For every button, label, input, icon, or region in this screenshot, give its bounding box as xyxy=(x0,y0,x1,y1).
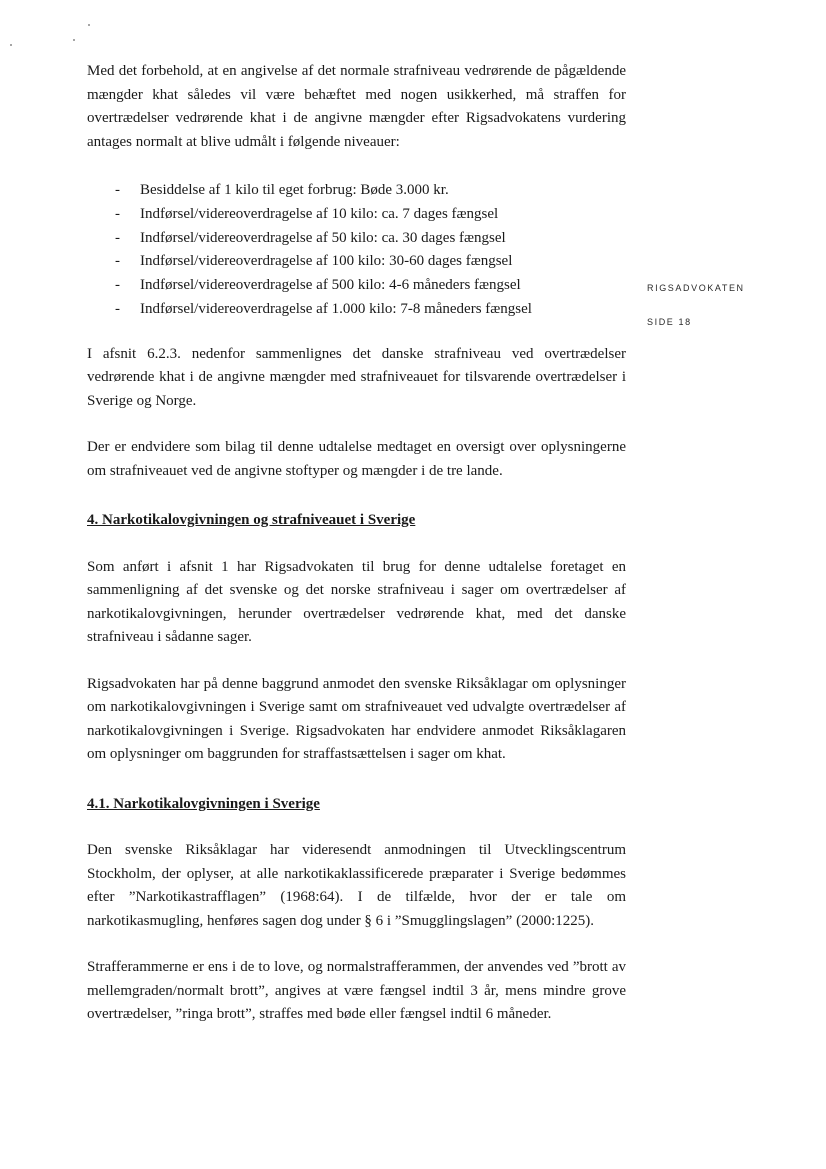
penalty-level-list xyxy=(87,179,626,322)
list-dash: - xyxy=(115,277,120,294)
section41-paragraph-1: Den svenske Riksåklagar har videresendt anmodningen til Utvecklingscentrum Stockholm, der oplyser, at alle narkotikaklassificerede præparater i Sverige bedømmes efter ”Narkotikastrafflagen” (1968:64). I de tilfælde, hvor der er tale om narkotikasmugling, henføres sagen dog under § 6 i ”Smugglingslagen” (2000:1225). xyxy=(87,842,626,929)
list-item xyxy=(87,227,626,251)
list-dash: - xyxy=(115,253,120,270)
scan-speck xyxy=(10,44,12,46)
list-item xyxy=(87,203,626,227)
list-item-text: Indførsel/videreoverdragelse af 100 kilo: 30-60 dages fængsel xyxy=(140,253,513,270)
page-sidebar xyxy=(647,282,745,328)
comparison-paragraph: I afsnit 6.2.3. nedenfor sammenlignes det danske strafniveau ved overtrædelser vedrørende khat i de angivne mængder med strafniveauet for tilsvarende overtrædelser i Sverige og Norge. xyxy=(87,345,626,409)
list-item xyxy=(87,298,626,322)
scan-speck xyxy=(73,39,75,41)
section4-paragraph-1: Som anført i afsnit 1 har Rigsadvokaten til brug for denne udtalelse foretaget en sammenligning af det svenske og det norske strafniveau i sager om overtrædelser af narkotikalovgivningen, herunder overtrædelser vedrørende khat, med det danske strafniveau i sådanne sager. xyxy=(87,558,626,646)
list-item-text: Indførsel/videreoverdragelse af 50 kilo: ca. 30 dages fængsel xyxy=(140,229,506,246)
appendix-paragraph: Der er endvidere som bilag til denne udtalelse medtaget en oversigt over oplysningerne om strafniveauet ved de angivne stoftyper og mængder i de tre lande. xyxy=(87,439,626,479)
list-item-text: Indførsel/videreoverdragelse af 500 kilo: 4-6 måneders fængsel xyxy=(140,277,521,294)
list-item-text: Besiddelse af 1 kilo til eget forbrug: Bøde 3.000 kr. xyxy=(140,182,449,198)
list-dash: - xyxy=(115,300,120,317)
list-dash: - xyxy=(115,205,120,222)
list-item xyxy=(87,250,626,274)
list-dash: - xyxy=(115,229,120,246)
list-dash: - xyxy=(115,182,120,198)
document-body xyxy=(87,60,626,1027)
section-heading-4-1: 4.1. Narkotikalovgivningen i Sverige xyxy=(87,795,320,812)
list-item xyxy=(87,274,626,298)
scan-speck xyxy=(88,24,90,26)
list-item-text: Indførsel/videreoverdragelse af 1.000 kilo: 7-8 måneders fængsel xyxy=(140,300,532,317)
list-item xyxy=(87,179,626,203)
intro-paragraph: Med det forbehold, at en angivelse af det normale strafniveau vedrørende de pågældende mængder khat således vil være behæftet med nogen usikkerhed, må straffen for overtrædelser vedrørende khat i de angivne mængder efter Rigsadvokatens vurdering antages normalt at blive udmålt i følgende niveauer: xyxy=(87,63,626,150)
section41-paragraph-2: Strafferammerne er ens i de to love, og normalstrafferammen, der anvendes ved ”brott av mellemgraden/normalt brott”, angives at være fængsel indtil 3 år, mens mindre grove overtrædelser, ”ringa brott”, straffes med bøde eller fængsel indtil 6 måneder. xyxy=(87,959,626,1023)
page-number: SIDE 18 xyxy=(647,317,692,327)
list-item-text: Indførsel/videreoverdragelse af 10 kilo: ca. 7 dages fængsel xyxy=(140,205,499,222)
section-heading-4: 4. Narkotikalovgivningen og strafniveauet i Sverige xyxy=(87,512,416,529)
organization-name: RIGSADVOKATEN xyxy=(647,283,745,293)
section4-paragraph-2: Rigsadvokaten har på denne baggrund anmodet den svenske Riksåklagar om oplysninger om narkotikalovgivningen i Sverige samt om strafniveauet ved udvalgte overtrædelser af narkotikalovgivningen i Sverige. Rigsadvokaten har endvidere anmodet Riksåklagaren om oplysninger om baggrunden for straffastsættelsen i sager om khat. xyxy=(87,675,626,763)
